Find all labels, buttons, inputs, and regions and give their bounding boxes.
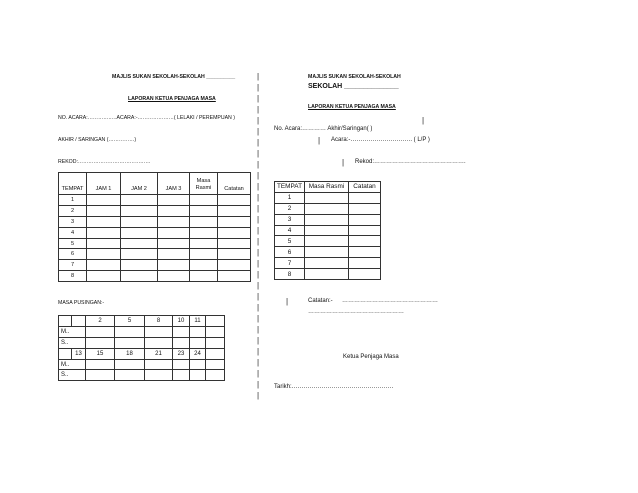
row-place: 7 (275, 258, 305, 269)
lap-number: 11 (190, 316, 206, 327)
input-cell[interactable] (115, 326, 145, 337)
divider-bar: | (257, 138, 260, 147)
input-cell[interactable] (158, 238, 190, 249)
input-cell[interactable] (206, 326, 225, 337)
input-cell[interactable] (190, 205, 218, 216)
input-cell[interactable] (305, 214, 349, 225)
input-cell[interactable] (349, 258, 381, 269)
input-cell[interactable] (121, 205, 158, 216)
input-cell[interactable] (87, 205, 121, 216)
input-cell[interactable] (158, 260, 190, 271)
input-cell[interactable] (190, 195, 218, 206)
left-table-header (59, 173, 251, 195)
divider-bar: | (257, 325, 260, 334)
lap-minutes-row (59, 359, 225, 370)
header-masa-rasmi: Masa Rasmi (305, 182, 349, 193)
input-cell[interactable] (145, 337, 173, 348)
input-cell[interactable] (349, 247, 381, 258)
table-row (59, 238, 251, 249)
input-cell[interactable] (87, 271, 121, 282)
input-cell[interactable] (121, 216, 158, 227)
input-cell[interactable] (349, 225, 381, 236)
row-place: 7 (59, 260, 87, 271)
right-rekod-line: Rekod:………………………………………. (355, 159, 466, 165)
input-cell[interactable] (190, 326, 206, 337)
lap-number: 8 (145, 316, 173, 327)
table-row (59, 205, 251, 216)
input-cell[interactable] (87, 195, 121, 206)
header-tempat: TEMPAT (275, 182, 305, 193)
divider-bar: | (257, 314, 260, 323)
input-cell[interactable] (158, 216, 190, 227)
input-cell[interactable] (121, 271, 158, 282)
divider-bar: | (257, 215, 260, 224)
right-report-title: LAPORAN KETUA PENJAGA MASA (308, 104, 396, 110)
lap-seconds-row (59, 337, 225, 348)
input-cell[interactable] (173, 337, 190, 348)
divider-bar: | (257, 116, 260, 125)
table-row (59, 249, 251, 260)
header-jam-3: JAM 3 (158, 173, 190, 195)
right-acara-line: Acara:-…………………………. ( L/P ) (331, 137, 430, 143)
divider-bar: | (257, 248, 260, 257)
row-place: 5 (275, 236, 305, 247)
input-cell[interactable] (121, 227, 158, 238)
lap-number: 10 (173, 316, 190, 327)
minutes-label: M.. (59, 326, 86, 337)
lap-number: 21 (145, 348, 173, 359)
input-cell[interactable] (86, 326, 115, 337)
catatan-line: ………………………………………… (342, 298, 438, 304)
table-row (59, 271, 251, 282)
lap-number: 15 (86, 348, 115, 359)
divider-bar: | (257, 336, 260, 345)
input-cell[interactable] (190, 271, 218, 282)
input-cell[interactable] (87, 238, 121, 249)
lap-number: 13 (72, 348, 86, 359)
input-cell[interactable] (86, 370, 115, 381)
row-place: 2 (275, 203, 305, 214)
table-row (275, 269, 381, 280)
input-cell[interactable] (218, 271, 251, 282)
left-no-acara-line: NO. ACARA:………….….ACARA:-…………………( LELAKI / PEREMPUAN ) (58, 115, 235, 121)
row-place: 4 (59, 227, 87, 238)
input-cell[interactable] (121, 238, 158, 249)
lap-number: 24 (190, 348, 206, 359)
left-results-table (58, 172, 251, 282)
right-sekolah-line: SEKOLAH ______________ (308, 83, 399, 90)
lap-minutes-row (59, 326, 225, 337)
input-cell[interactable] (158, 205, 190, 216)
stray-bar: | (422, 116, 425, 125)
divider-bar: | (257, 94, 260, 103)
input-cell[interactable] (190, 227, 218, 238)
right-table-header (275, 182, 381, 193)
input-cell[interactable] (87, 216, 121, 227)
table-row (275, 236, 381, 247)
divider-bar: | (257, 281, 260, 290)
minutes-label: M.. (59, 359, 86, 370)
row-place: 2 (59, 205, 87, 216)
header-catatan: Catatan (349, 182, 381, 193)
row-place: 8 (59, 271, 87, 282)
input-cell[interactable] (158, 271, 190, 282)
input-cell[interactable] (145, 359, 173, 370)
row-place: 1 (59, 195, 87, 206)
divider-bar: | (257, 182, 260, 191)
divider-bar: | (257, 391, 260, 400)
lap-number: 23 (173, 348, 190, 359)
input-cell[interactable] (349, 192, 381, 203)
row-place: 3 (275, 214, 305, 225)
input-cell[interactable] (349, 269, 381, 280)
input-cell[interactable] (305, 269, 349, 280)
input-cell[interactable] (190, 249, 218, 260)
table-row (275, 203, 381, 214)
lap-number-row (59, 348, 225, 359)
divider-bar: | (257, 358, 260, 367)
row-place: 1 (275, 192, 305, 203)
lap-times-table (58, 315, 225, 381)
input-cell[interactable] (190, 359, 206, 370)
input-cell[interactable] (305, 247, 349, 258)
input-cell[interactable] (305, 225, 349, 236)
lap-number-row (59, 316, 225, 327)
header-tempat: TEMPAT (59, 173, 87, 195)
divider-bar: | (257, 160, 260, 169)
input-cell[interactable] (173, 326, 190, 337)
input-cell[interactable] (158, 195, 190, 206)
seconds-label: S.. (59, 370, 86, 381)
table-row (59, 260, 251, 271)
input-cell[interactable] (86, 359, 115, 370)
divider-bar: | (257, 127, 260, 136)
row-place: 6 (275, 247, 305, 258)
input-cell[interactable] (206, 359, 225, 370)
divider-bar: | (257, 193, 260, 202)
divider-bar: | (257, 292, 260, 301)
input-cell[interactable] (173, 359, 190, 370)
input-cell[interactable] (349, 203, 381, 214)
row-place: 6 (59, 249, 87, 260)
input-cell[interactable] (206, 370, 225, 381)
header-catatan: Catatan (218, 173, 251, 195)
divider-bar: | (257, 270, 260, 279)
input-cell[interactable] (115, 370, 145, 381)
input-cell[interactable] (305, 203, 349, 214)
tarikh-line: Tarikh:…………………………………………… (274, 384, 394, 390)
divider-bar: | (257, 369, 260, 378)
table-row (275, 225, 381, 236)
divider-bar: | (257, 226, 260, 235)
input-cell[interactable] (218, 238, 251, 249)
input-cell[interactable] (121, 260, 158, 271)
divider-bar: | (257, 149, 260, 158)
input-cell[interactable] (158, 227, 190, 238)
left-header-title: MAJLIS SUKAN SEKOLAH-SEKOLAH __________ (112, 74, 236, 80)
signature-label: Ketua Penjaga Masa (343, 354, 399, 360)
input-cell[interactable] (145, 370, 173, 381)
table-row (59, 195, 251, 206)
input-cell[interactable] (305, 192, 349, 203)
table-row (275, 214, 381, 225)
table-row (59, 227, 251, 238)
stray-bar: | (286, 297, 289, 306)
right-results-table (274, 181, 381, 280)
input-cell[interactable] (218, 260, 251, 271)
left-rekod-line: REKOD:…………………………………… (58, 159, 151, 165)
input-cell[interactable] (115, 337, 145, 348)
lap-number: 5 (115, 316, 145, 327)
input-cell[interactable] (218, 205, 251, 216)
table-row (275, 258, 381, 269)
input-cell[interactable] (190, 370, 206, 381)
left-report-title: LAPORAN KETUA PENJAGA MASA (128, 96, 216, 102)
input-cell[interactable] (190, 260, 218, 271)
divider-bar: | (257, 237, 260, 246)
divider-bar: | (257, 303, 260, 312)
seconds-label: S.. (59, 337, 86, 348)
left-akhir-saringan-line: AKHIR / SARINGAN (……………) (58, 137, 137, 143)
catatan-line: ………………………………………… (308, 309, 404, 315)
input-cell[interactable] (190, 216, 218, 227)
input-cell[interactable] (206, 337, 225, 348)
input-cell[interactable] (190, 238, 218, 249)
input-cell[interactable] (145, 326, 173, 337)
input-cell[interactable] (173, 370, 190, 381)
input-cell[interactable] (121, 195, 158, 206)
right-no-acara-line: No. Acara:………… Akhir/Saringan( ) (274, 126, 373, 132)
row-place: 4 (275, 225, 305, 236)
row-place: 8 (275, 269, 305, 280)
divider-bar: | (257, 105, 260, 114)
catatan-label: Catatan:- (308, 298, 333, 304)
input-cell[interactable] (305, 236, 349, 247)
input-cell[interactable] (218, 195, 251, 206)
input-cell[interactable] (87, 249, 121, 260)
stray-bar: | (318, 136, 321, 145)
divider-bar: | (257, 204, 260, 213)
table-row (275, 192, 381, 203)
input-cell[interactable] (115, 359, 145, 370)
input-cell[interactable] (218, 216, 251, 227)
divider-bar: | (257, 171, 260, 180)
divider-bar: | (257, 72, 260, 81)
input-cell[interactable] (87, 227, 121, 238)
header-masa-rasmi: Masa Rasmi (190, 173, 218, 195)
divider-bar: | (257, 259, 260, 268)
stray-bar: | (342, 158, 345, 167)
right-header-title: MAJLIS SUKAN SEKOLAH-SEKOLAH (308, 74, 401, 80)
divider-bar: | (257, 347, 260, 356)
input-cell[interactable] (158, 249, 190, 260)
table-row (59, 216, 251, 227)
divider-bar: | (257, 380, 260, 389)
row-place: 5 (59, 238, 87, 249)
lap-number: 18 (115, 348, 145, 359)
input-cell[interactable] (305, 258, 349, 269)
input-cell[interactable] (87, 260, 121, 271)
masa-pusingan-label: MASA PUSINGAN:- (58, 300, 105, 306)
lap-seconds-row (59, 370, 225, 381)
input-cell[interactable] (121, 249, 158, 260)
input-cell[interactable] (349, 214, 381, 225)
row-place: 3 (59, 216, 87, 227)
table-row (275, 247, 381, 258)
divider-bar: | (257, 83, 260, 92)
input-cell[interactable] (190, 337, 206, 348)
input-cell[interactable] (349, 236, 381, 247)
input-cell[interactable] (218, 249, 251, 260)
header-jam-1: JAM 1 (87, 173, 121, 195)
input-cell[interactable] (218, 227, 251, 238)
lap-number: 2 (86, 316, 115, 327)
header-jam-2: JAM 2 (121, 173, 158, 195)
input-cell[interactable] (86, 337, 115, 348)
